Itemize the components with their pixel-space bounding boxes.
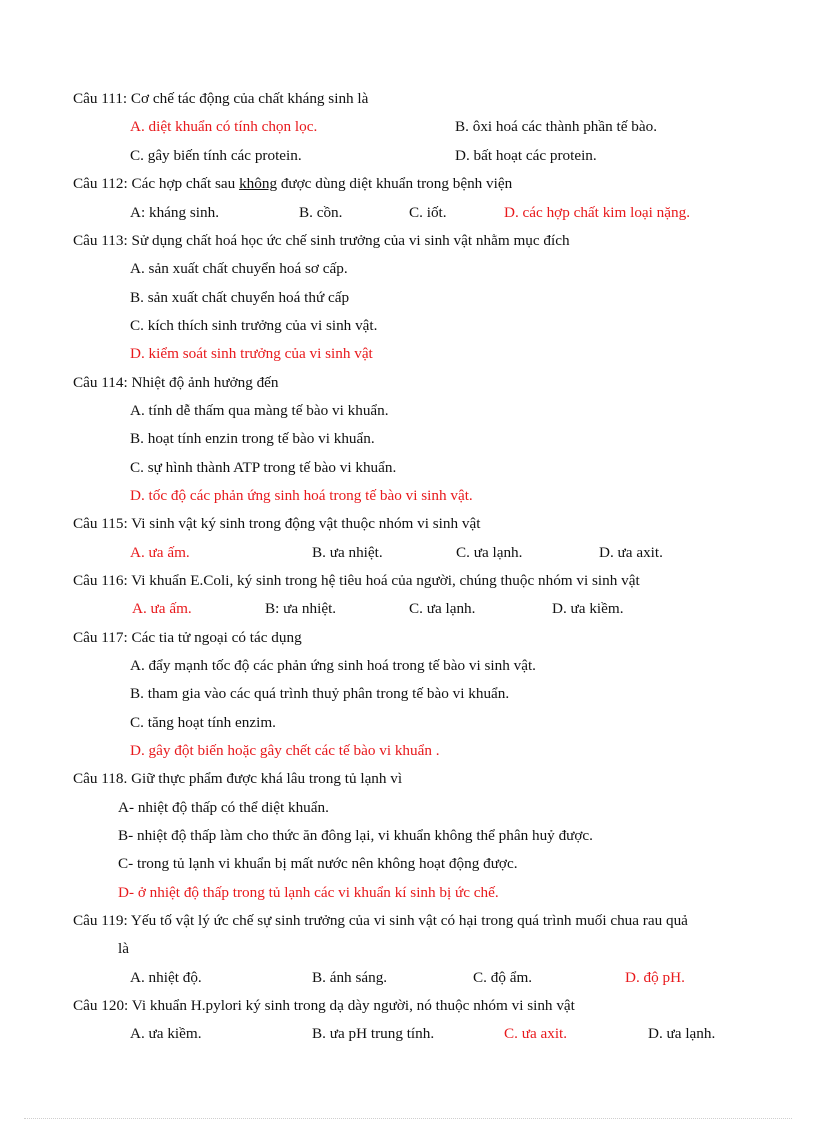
question-115-stem: Câu 115: Vi sinh vật ký sinh trong động vật thuộc nhóm vi sinh vật — [73, 515, 481, 532]
question-112-stem-post: được dùng diệt khuẩn trong bệnh viện — [277, 175, 513, 192]
question-116-stem: Câu 116: Vi khuẩn E.Coli, ký sinh trong hệ tiêu hoá của người, chúng thuộc nhóm vi sinh vật — [73, 572, 640, 589]
question-111-option-c: C. gây biến tính các protein. — [130, 147, 302, 164]
question-119-stem: Câu 119: Yếu tố vật lý ức chế sự sinh trưởng của vi sinh vật có hại trong quá trình muối chua rau quả — [73, 912, 688, 929]
question-115-option-a-answer: A. ưa ấm. — [130, 544, 190, 561]
question-117-stem: Câu 117: Các tia tử ngoại có tác dụng — [73, 629, 302, 646]
question-114-stem: Câu 114: Nhiệt độ ảnh hưởng đến — [73, 374, 279, 391]
question-112-option-d-answer: D. các hợp chất kim loại nặng. — [504, 204, 691, 221]
question-117-option-a: A. đẩy mạnh tốc độ các phản ứng sinh hoá trong tế bào vi sinh vật. — [130, 657, 536, 674]
question-118-stem: Câu 118. Giữ thực phẩm được khá lâu trong tủ lạnh vì — [73, 770, 403, 787]
question-120-option-c-answer: C. ưa axit. — [504, 1025, 568, 1042]
question-116-option-c: C. ưa lạnh. — [409, 600, 476, 617]
question-118-option-d-answer: D- ở nhiệt độ thấp trong tủ lạnh các vi khuẩn kí sinh bị ức chế. — [118, 884, 499, 901]
question-111-option-a-answer: A. diệt khuẩn có tính chọn lọc. — [130, 118, 318, 135]
question-112-stem-underlined: không — [239, 175, 278, 192]
question-113-option-a: A. sản xuất chất chuyển hoá sơ cấp. — [130, 260, 348, 277]
question-113-option-b: B. sản xuất chất chuyển hoá thứ cấp — [130, 289, 350, 306]
question-114-option-d-answer: D. tốc độ các phản ứng sinh hoá trong tế bào vi sinh vật. — [130, 487, 473, 504]
question-119-option-d-answer: D. độ pH. — [625, 969, 685, 986]
question-118-option-b: B- nhiệt độ thấp làm cho thức ăn đông lại, vi khuẩn không thể phân huỷ được. — [118, 827, 593, 844]
question-113-option-c: C. kích thích sinh trưởng của vi sinh vật. — [130, 317, 378, 334]
question-114-option-c: C. sự hình thành ATP trong tế bào vi khuẩn. — [130, 459, 397, 476]
question-116-option-d: D. ưa kiềm. — [552, 600, 624, 617]
question-118-option-c: C- trong tủ lạnh vi khuẩn bị mất nước nên không hoạt động được. — [118, 855, 518, 872]
question-119-option-b: B. ánh sáng. — [312, 969, 388, 986]
page-bottom-divider — [24, 1118, 792, 1119]
question-113-stem: Câu 113: Sử dụng chất hoá học ức chế sinh trưởng của vi sinh vật nhằm mục đích — [73, 232, 570, 249]
question-120-option-d: D. ưa lạnh. — [648, 1025, 716, 1042]
question-112-option-b: B. cồn. — [299, 204, 343, 221]
question-112-stem — [73, 175, 512, 193]
question-120-stem: Câu 120: Vi khuẩn H.pylori ký sinh trong dạ dày người, nó thuộc nhóm vi sinh vật — [73, 997, 575, 1014]
question-120-option-a: A. ưa kiềm. — [130, 1025, 202, 1042]
question-111-option-b: B. ôxi hoá các thành phần tế bào. — [455, 118, 658, 135]
question-113-option-d-answer: D. kiểm soát sinh trưởng của vi sinh vật — [130, 345, 373, 362]
question-115-option-d: D. ưa axit. — [599, 544, 663, 561]
question-119-stem-continued: là — [118, 940, 129, 957]
question-117-option-b: B. tham gia vào các quá trình thuỷ phân trong tế bào vi khuẩn. — [130, 685, 510, 702]
question-118-option-a: A- nhiệt độ thấp có thể diệt khuẩn. — [118, 799, 329, 816]
question-114-option-b: B. hoạt tính enzin trong tế bào vi khuẩn. — [130, 430, 375, 447]
question-114-option-a: A. tính dễ thấm qua màng tế bào vi khuẩn. — [130, 402, 389, 419]
question-116-option-b: B: ưa nhiệt. — [265, 600, 337, 617]
question-119-option-a: A. nhiệt độ. — [130, 969, 202, 986]
question-115-option-c: C. ưa lạnh. — [456, 544, 523, 561]
question-115-option-b: B. ưa nhiệt. — [312, 544, 383, 561]
question-111-stem: Câu 111: Cơ chế tác động của chất kháng sinh là — [73, 90, 369, 107]
question-116-option-a-answer: A. ưa ấm. — [132, 600, 192, 617]
question-112-stem-pre: Câu 112: Các hợp chất sau — [73, 175, 240, 192]
question-111-option-d: D. bất hoạt các protein. — [455, 147, 597, 164]
question-112-option-c: C. iốt. — [409, 204, 447, 221]
question-112-option-a: A: kháng sinh. — [130, 204, 220, 221]
question-117-option-c: C. tăng hoạt tính enzim. — [130, 714, 276, 731]
question-117-option-d-answer: D. gây đột biến hoặc gây chết các tế bào vi khuẩn . — [130, 742, 440, 759]
question-119-option-c: C. độ ẩm. — [473, 969, 533, 986]
question-120-option-b: B. ưa pH trung tính. — [312, 1025, 435, 1042]
